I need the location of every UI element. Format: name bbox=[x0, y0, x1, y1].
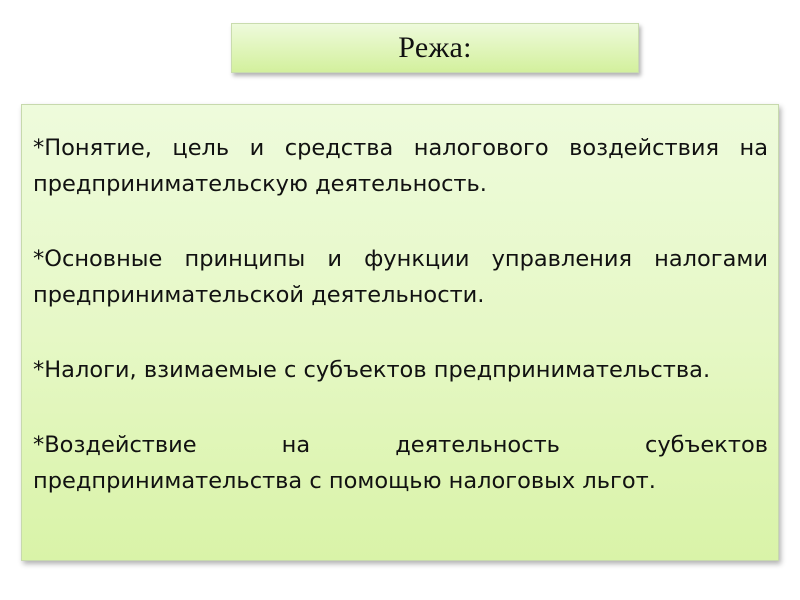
content-box bbox=[21, 104, 779, 561]
slide-title: Режа: bbox=[398, 31, 472, 64]
title-box bbox=[231, 23, 639, 73]
list-item: *Понятие, цель и средства налогового воздействия на предпринимательскую деятельность. bbox=[33, 135, 768, 197]
list-item: *Основные принципы и функции управления налогами предпринимательской деятельности. bbox=[33, 246, 768, 308]
list-item: *Налоги, взимаемые с субъектов предпринимательства. bbox=[33, 357, 711, 383]
list-item: *Воздействие на деятельность субъектов предпринимательства с помощью налоговых льгот. bbox=[33, 432, 768, 494]
